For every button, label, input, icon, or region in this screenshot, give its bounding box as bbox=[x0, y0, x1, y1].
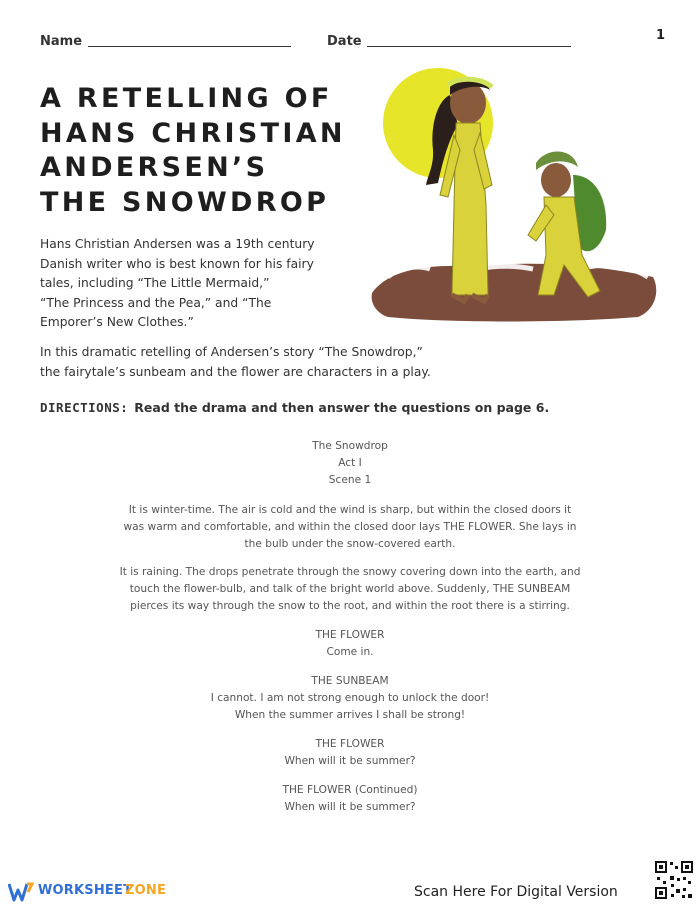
stage-direction-2 bbox=[40, 564, 660, 615]
worksheet-zone-logo[interactable] bbox=[8, 880, 208, 902]
stage-direction-1 bbox=[40, 502, 660, 553]
intro-line: Danish writer who is best known for his fairy bbox=[40, 256, 314, 271]
stage-line: pierces its way through the snow to the root, and within the root there is a stirring. bbox=[130, 600, 570, 612]
play-heading bbox=[40, 438, 660, 489]
speaker-name: THE FLOWER (Continued) bbox=[282, 784, 418, 796]
stage-line: touch the flower-bulb, and talk of the bright world above. Suddenly, THE SUNBEAM bbox=[129, 583, 571, 595]
snowdrop-illustration bbox=[368, 55, 663, 325]
play-act: Act I bbox=[338, 457, 362, 469]
intro-line: “The Princess and the Pea,” and “The bbox=[40, 295, 272, 310]
intro-line: tales, including “The Little Mermaid,” bbox=[40, 276, 270, 290]
dialogue-line: I cannot. I am not strong enough to unlock the door! bbox=[210, 692, 490, 704]
page-title bbox=[40, 82, 370, 220]
speaker-name: THE SUNBEAM bbox=[311, 675, 389, 687]
dialogue-line: Come in. bbox=[326, 646, 374, 658]
logo-word-zone: ZONE bbox=[125, 883, 167, 898]
dialogue-block bbox=[40, 673, 660, 724]
scan-text: Scan Here For Digital Version bbox=[414, 884, 618, 900]
play-title: The Snowdrop bbox=[312, 440, 388, 452]
speaker-name: THE FLOWER bbox=[315, 738, 385, 750]
ground-shape bbox=[372, 264, 657, 322]
directions bbox=[40, 400, 660, 415]
date-label: Date bbox=[327, 34, 362, 49]
stage-line: was warm and comfortable, and within the closed door lays THE FLOWER. She lays in bbox=[123, 521, 577, 533]
title-line: ANDERSEN’S bbox=[40, 152, 269, 183]
name-field-line[interactable] bbox=[88, 46, 291, 47]
intro-paragraph bbox=[40, 235, 350, 333]
play-scene: Scene 1 bbox=[328, 474, 372, 486]
directions-label: DIRECTIONS: bbox=[40, 400, 129, 415]
page-number: 1 bbox=[656, 28, 666, 43]
dialogue-line: When will it be summer? bbox=[284, 801, 416, 813]
intro2-line: In this dramatic retelling of Andersen’s story “The Snowdrop,” bbox=[40, 345, 423, 359]
stage-line: It is winter-time. The air is cold and the wind is sharp, but within the closed doors it bbox=[128, 504, 572, 516]
logo-word-worksheet: WORKSHEET bbox=[38, 883, 133, 898]
title-line: THE SNOWDROP bbox=[40, 186, 330, 218]
date-field-line[interactable] bbox=[367, 46, 571, 47]
logo-w-icon bbox=[8, 882, 34, 902]
speaker-name: THE FLOWER bbox=[315, 629, 385, 641]
dialogue-line: When the summer arrives I shall be strong! bbox=[234, 709, 466, 721]
dialogue-line: When will it be summer? bbox=[284, 755, 416, 767]
intro-line: Emporer’s New Clothes.” bbox=[40, 315, 194, 329]
stage-line: It is raining. The drops penetrate through the snowy covering down into the earth, and bbox=[119, 566, 581, 578]
dialogue-block bbox=[40, 782, 660, 816]
dialogue-block bbox=[40, 736, 660, 770]
intro-paragraph-2 bbox=[40, 343, 660, 382]
intro-line: Hans Christian Andersen was a 19th century bbox=[40, 237, 315, 251]
stage-line: the bulb under the snow-covered earth. bbox=[244, 538, 456, 550]
directions-text: Read the drama and then answer the questions on page 6. bbox=[134, 400, 550, 415]
name-label: Name bbox=[40, 34, 83, 49]
qr-code-icon[interactable] bbox=[654, 860, 694, 900]
intro2-line: the fairytale’s sunbeam and the flower are characters in a play. bbox=[40, 364, 431, 379]
dialogue-block bbox=[40, 627, 660, 661]
title-line: HANS CHRISTIAN bbox=[40, 117, 346, 149]
title-line: A RETELLING OF bbox=[40, 83, 333, 114]
